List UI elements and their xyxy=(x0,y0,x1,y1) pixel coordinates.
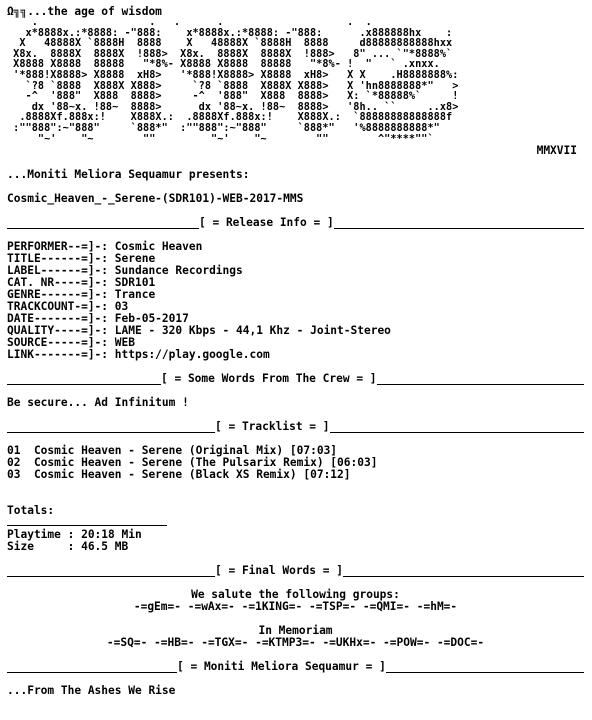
info-trackcount: TRACKCOUNT-=]-: 03 xyxy=(7,300,129,314)
separator-rule-right xyxy=(334,228,584,229)
separator-rule-right xyxy=(330,432,584,433)
intro-line: Ω╗╗...the age of wisdom xyxy=(7,5,162,18)
release-info-list xyxy=(7,241,592,361)
footer-group-heading: [ = Moniti Meliora Sequamur = ] xyxy=(177,660,386,674)
info-label: LABEL------=]-: Sundance Recordings xyxy=(7,264,243,278)
ascii-logo-line: `?8 `8888 X888X X888> `?8 `8888 X888X X888> X 'hn8888888*" > xyxy=(7,80,459,92)
separator-rule-left xyxy=(7,228,199,229)
tracklist xyxy=(7,445,592,481)
ascii-logo-line: X8888 X8888 88888 "*8%- X8888 X8888 88888 "*8%- ! " ` .xnxx. xyxy=(7,59,440,71)
ascii-logo-line: . . . . . . xyxy=(7,17,372,28)
info-quality: QUALITY----=]-: LAME - 320 Kbps - 44,1 Khz - Joint-Stereo xyxy=(7,324,391,338)
info-title: TITLE------=]-: Serene xyxy=(7,252,156,266)
totals-heading: Totals: xyxy=(7,504,55,518)
track-row: 02 Cosmic Heaven - Serene (The Pulsarix Remix) [06:03] xyxy=(7,456,378,470)
info-source: SOURCE-----=]-: WEB xyxy=(7,336,135,350)
final-words-heading: [ = Final Words = ] xyxy=(215,564,343,578)
ascii-logo-line: .8888Xf.888x:! X888X.: .8888Xf.888x:! X888X.: `88888888888888f xyxy=(7,112,453,124)
totals-size: Size : 46.5 MB xyxy=(7,540,129,554)
separator-rule-right xyxy=(386,672,584,673)
totals-underline xyxy=(7,525,167,526)
final-words-separator xyxy=(7,565,584,577)
release-name: Cosmic_Heaven_-_Serene-(SDR101)-WEB-2017-MMS xyxy=(7,192,304,206)
ascii-logo-line: dx '88~x. !88~ 8888> dx '88~x. !88~ 8888> '8h.. `` ..x8> xyxy=(7,101,459,113)
salute-groups: -=gEm=- -=wAx=- -=1KING=- -=TSP=- -=QMI=- -=hM=- xyxy=(133,600,458,614)
separator-rule-right xyxy=(343,576,584,577)
closing-line: ...From The Ashes We Rise xyxy=(7,684,176,698)
ascii-logo xyxy=(7,18,592,145)
track-row: 01 Cosmic Heaven - Serene (Original Mix) [07:03] xyxy=(7,444,338,458)
ascii-logo-line: -^ '888" X888 8888> -^ '888" X888 8888> X: `*88888%` ! xyxy=(7,91,459,103)
info-date: DATE-------=]-: Feb-05-2017 xyxy=(7,312,189,326)
tracklist-separator xyxy=(7,421,584,433)
ascii-logo-line: '*888!X8888> X8888 xH8> '*888!X8888> X8888 xH8> X X .H8888888%: xyxy=(7,69,459,81)
release-info-separator xyxy=(7,217,584,229)
year-mark: MMXVII xyxy=(536,144,577,158)
crew-words-separator xyxy=(7,373,584,385)
separator-rule-left xyxy=(7,432,215,433)
info-performer: PERFORMER--=]-: Cosmic Heaven xyxy=(7,240,203,254)
track-row: 03 Cosmic Heaven - Serene (Black XS Remix) [07:12] xyxy=(7,468,351,482)
presents-line: ...Moniti Meliora Sequamur presents: xyxy=(7,168,250,182)
crew-message: Be secure... Ad Infinitum ! xyxy=(7,396,189,410)
ascii-logo-line: :""888":~"888" `888*" :""888":~"888" `888*" '%8888888888*" xyxy=(7,122,440,134)
tracklist-heading: [ = Tracklist = ] xyxy=(215,420,330,434)
ascii-logo-line: X 48888X `8888H 8888 X 48888X `8888H 8888 d88888888888hxx xyxy=(7,38,453,50)
memoriam-heading: In Memoriam xyxy=(258,624,333,638)
ascii-logo-line: "~' "~ "" "~' "~ "" ^"****""` xyxy=(7,133,434,145)
separator-rule-right xyxy=(377,384,584,385)
totals-playtime: Playtime : 20:18 Min xyxy=(7,528,142,542)
info-link: LINK-------=]-: https://play.google.com xyxy=(7,348,270,362)
ascii-logo-line: X8x. 8888X 8888X !888> X8x. 8888X 8888X !888> 8" ... `"*8888%` xyxy=(7,48,453,60)
separator-rule-left xyxy=(7,384,161,385)
info-catalog: CAT. NR----=]-: SDR101 xyxy=(7,276,156,290)
separator-rule-left xyxy=(7,576,215,577)
footer-separator xyxy=(7,661,584,673)
release-info-heading: [ = Release Info = ] xyxy=(199,216,334,230)
salute-heading: We salute the following groups: xyxy=(191,588,400,602)
memoriam-groups: -=SQ=- -=HB=- -=TGX=- -=KTMP3=- -=UKHx=- -=POW=- -=DOC=- xyxy=(106,636,485,650)
separator-rule-left xyxy=(7,672,177,673)
ascii-logo-line: x*8888x.:*8888: -"888: x*8888x.:*8888: -"888: .x888888hx : xyxy=(7,27,453,39)
info-genre: GENRE------=]-: Trance xyxy=(7,288,156,302)
crew-words-heading: [ = Some Words From The Crew = ] xyxy=(161,372,377,386)
